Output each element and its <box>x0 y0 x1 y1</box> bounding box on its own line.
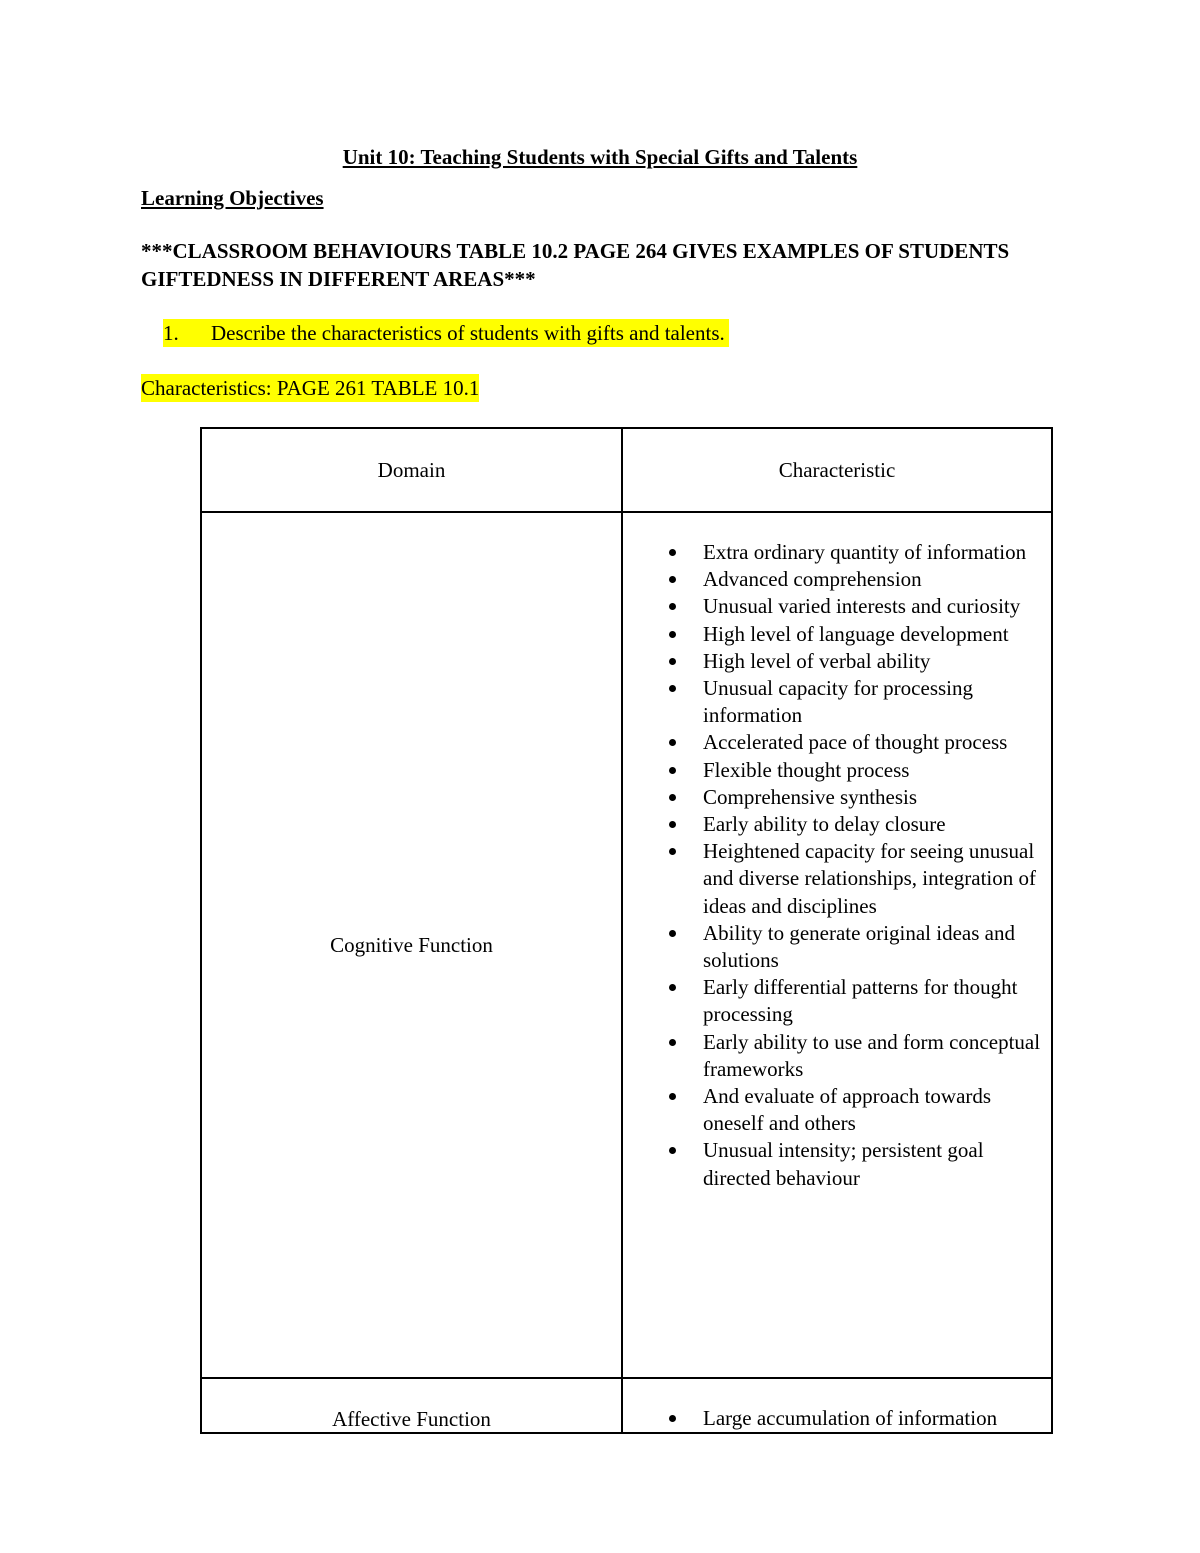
objective-item <box>163 319 729 347</box>
notice-text: ***CLASSROOM BEHAVIOURS TABLE 10.2 PAGE 264 GIVES EXAMPLES OF STUDENTS GIFTEDNESS IN DIFFERENT AREAS*** <box>141 239 1010 291</box>
section-heading: Learning Objectives <box>141 186 324 210</box>
characteristics-reference: Characteristics: PAGE 261 TABLE 10.1 <box>141 376 480 400</box>
list-item: Unusual intensity; persistent goal directed behaviour <box>703 1137 1051 1191</box>
list-item: Early ability to use and form conceptual frameworks <box>703 1029 1051 1083</box>
table-header-row <box>201 428 1052 512</box>
list-item: Early differential patterns for thought processing <box>703 974 1051 1028</box>
domain-cell: Cognitive Function <box>201 512 622 1378</box>
list-item: Advanced comprehension <box>703 566 1051 593</box>
characteristic-list <box>623 539 1051 1192</box>
characteristic-cell <box>622 512 1052 1378</box>
document-title: Unit 10: Teaching Students with Special Gifts and Talents <box>342 145 858 169</box>
header-characteristic: Characteristic <box>622 428 1052 512</box>
list-item: Accelerated pace of thought process <box>703 729 1051 756</box>
list-item: Unusual varied interests and curiosity <box>703 593 1051 620</box>
list-item: Heightened capacity for seeing unusual and diverse relationships, integration of ideas and disciplines <box>703 838 1051 920</box>
objective-text: Describe the characteristics of students with gifts and talents. <box>211 321 725 345</box>
list-item: Comprehensive synthesis <box>703 784 1051 811</box>
list-item: High level of verbal ability <box>703 648 1051 675</box>
domain-cell: Affective Function <box>201 1378 622 1433</box>
list-item: Ability to generate original ideas and solutions <box>703 920 1051 974</box>
list-item: Extra ordinary quantity of information <box>703 539 1051 566</box>
characteristic-cell <box>622 1378 1052 1433</box>
objective-number: 1. <box>163 321 179 345</box>
list-item: Flexible thought process <box>703 757 1051 784</box>
list-item: Unusual capacity for processing information <box>703 675 1051 729</box>
list-item: High level of language development <box>703 621 1051 648</box>
characteristics-table <box>200 427 1053 1434</box>
header-domain: Domain <box>201 428 622 512</box>
list-item: Large accumulation of information <box>703 1405 1051 1432</box>
list-item: Early ability to delay closure <box>703 811 1051 838</box>
table-row <box>201 1378 1052 1433</box>
list-item: And evaluate of approach towards oneself and others <box>703 1083 1051 1137</box>
table-row <box>201 512 1052 1378</box>
characteristic-list <box>623 1405 1051 1432</box>
